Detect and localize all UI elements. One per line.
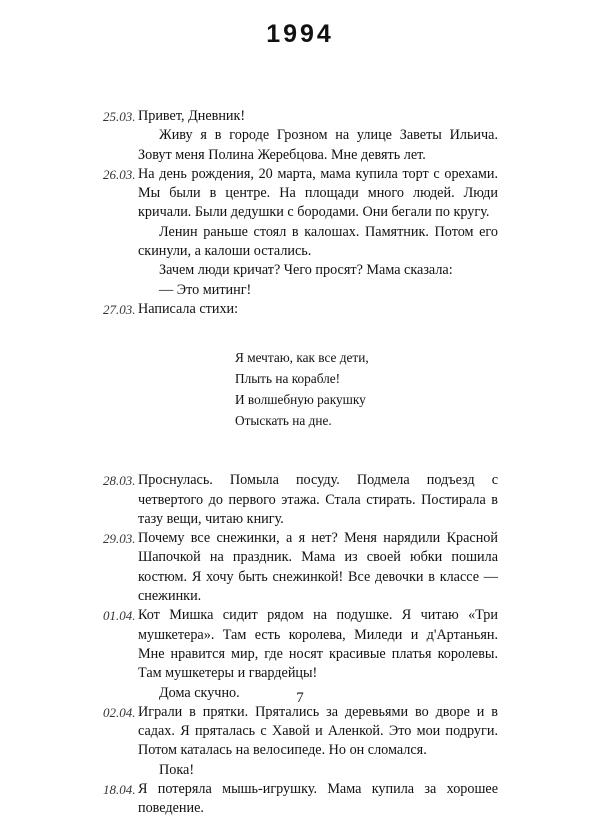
page-number: 7 xyxy=(296,690,304,706)
diary-entry xyxy=(103,703,498,780)
diary-entries xyxy=(103,107,498,819)
entry-paragraph: Ленин раньше стоял в калошах. Памятник. Потом его скинули, а калоши остались. xyxy=(138,223,498,260)
entry-date: 01.04. xyxy=(103,608,136,624)
entry-paragraph: Я потеряла мышь-игрушку. Мама купила за хорошее поведение. xyxy=(138,781,498,817)
entry-paragraph: Дома скучно. xyxy=(159,684,240,701)
entry-date: 25.03. xyxy=(103,109,136,124)
diary-entry xyxy=(103,300,498,431)
entry-paragraph: Проснулась. Помыла посуду. Подмела подъезд с четвертого до первого этажа. Стала стирать. Постирала в тазу вещи, читаю книгу. xyxy=(138,472,498,527)
entry-date: 27.03. xyxy=(103,301,136,317)
poem-line: Я мечтаю, как все дети, xyxy=(235,350,369,366)
entry-paragraph: Играли в прятки. Прятались за деревьями во дворе и в садах. Я пряталась с Хавой и Аленкой. Это мои подруги. Потом каталась на велосипеде. Но он сломался. xyxy=(138,703,498,759)
entry-paragraph: Привет, Дневник! xyxy=(138,108,246,124)
entry-paragraph: Зачем люди кричат? Чего просят? Мама сказала: xyxy=(159,262,453,279)
entry-date: 02.04. xyxy=(103,704,136,720)
entry-paragraph: Написала стихи: xyxy=(138,300,239,317)
poem-line: Плыть на корабле! xyxy=(235,371,341,387)
diary-entry xyxy=(103,606,498,702)
diary-entry xyxy=(103,529,498,606)
diary-entry xyxy=(103,107,498,165)
entry-paragraph: Пока! xyxy=(159,761,195,778)
poem-line: И волшебную ракушку xyxy=(235,392,366,408)
entry-date: 29.03. xyxy=(103,531,136,547)
poem xyxy=(235,347,498,431)
diary-entry xyxy=(103,780,498,819)
entry-paragraph: На день рождения, 20 марта, мама купила торт с орехами. Мы были в центре. На площади много людей. Люди кричали. Были дедушки с бородами. Они бегали по кругу. xyxy=(138,165,498,221)
poem-line: Отыскать на дне. xyxy=(235,413,332,429)
entry-paragraph: Почему все снежинки, а я нет? Меня нарядили Красной Шапочкой на праздник. Мама из своей юбки пошила костюм. Я хочу быть снежинкой! Все девочки в классе — снежинки. xyxy=(138,530,498,605)
entry-date: 26.03. xyxy=(103,166,136,182)
entry-paragraph: — Это митинг! xyxy=(159,281,252,298)
diary-entry xyxy=(103,471,498,529)
entry-date: 28.03. xyxy=(103,473,136,489)
entry-date: 18.04. xyxy=(103,782,136,798)
entry-paragraph: Живу я в городе Грозном на улице Заветы Ильича. Зовут меня Полина Жеребцова. Мне девять лет. xyxy=(138,127,498,163)
page-title: 1994 xyxy=(266,20,334,48)
diary-entry xyxy=(103,165,498,300)
entry-paragraph: Кот Мишка сидит рядом на подушке. Я читаю «Три мушкетера». Там есть королева, Миледи и д'Артаньян. Мне нравится мир, где носят красивые платья королевы. Там мушкетеры и гвардейцы! xyxy=(138,607,498,682)
